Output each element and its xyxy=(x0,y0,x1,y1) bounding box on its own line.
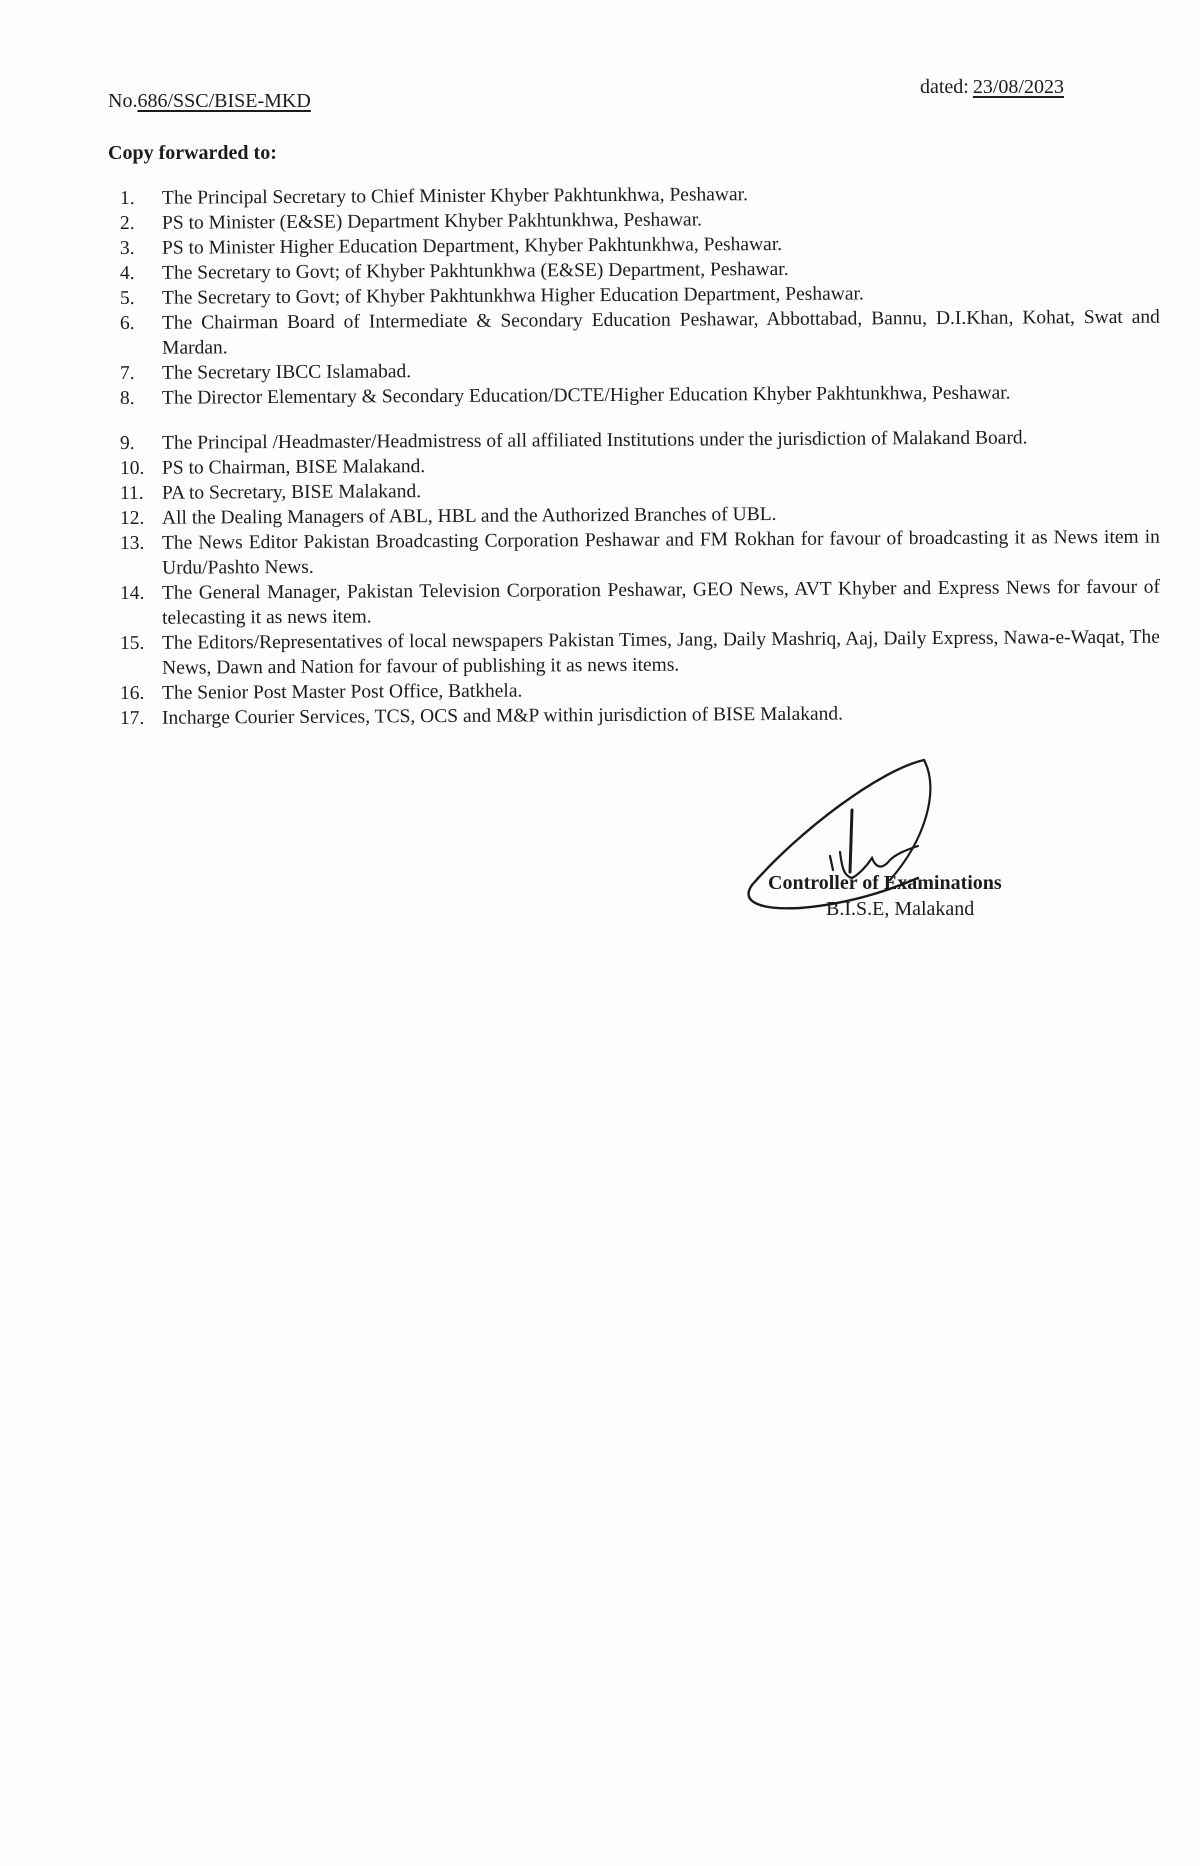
item-number: 15. xyxy=(119,632,145,654)
recipient-list xyxy=(120,186,1160,731)
item-text: The Principal /Headmaster/Headmistress of all affiliated Institutions under the jurisdiction of Malakand Board. xyxy=(161,427,1028,454)
item-number: 5. xyxy=(119,287,135,309)
item-text: Incharge Courier Services, TCS, OCS and M&P within jurisdiction of BISE Malakand. xyxy=(161,703,844,729)
item-number: 11. xyxy=(119,482,144,504)
item-number: 4. xyxy=(119,262,135,284)
date-line xyxy=(920,76,1064,99)
list-item xyxy=(120,305,1160,361)
item-text: The Secretary to Govt; of Khyber Pakhtunkhwa Higher Education Department, Peshawar. xyxy=(161,283,864,309)
list-item xyxy=(120,380,1160,411)
item-text: The Secretary IBCC Islamabad. xyxy=(161,361,412,384)
item-number: 17. xyxy=(119,707,145,729)
item-text: The Chairman Board of Intermediate & Secondary Education Peshawar, Abbottabad, Bannu, D.I.Khan, Kohat, Swat and Mardan. xyxy=(161,306,1160,359)
item-number: 13. xyxy=(119,532,145,554)
item-text: PS to Chairman, BISE Malakand. xyxy=(161,456,426,479)
signature-block xyxy=(740,750,1100,930)
item-text: The Editors/Representatives of local newspapers Pakistan Times, Jang, Daily Mashriq, Aaj, Daily Express, Nawa-e-Waqat, The News, Dawn and Nation for favour of publishing it as news items. xyxy=(161,626,1160,679)
item-text: PS to Minister (E&SE) Department Khyber Pakhtunkhwa, Peshawar. xyxy=(161,209,703,234)
item-text: PS to Minister Higher Education Department, Khyber Pakhtunkhwa, Peshawar. xyxy=(161,233,783,259)
date-label: dated: xyxy=(920,76,969,98)
reference-number xyxy=(108,90,311,113)
copy-forwarded-heading: Copy forwarded to: xyxy=(108,142,277,164)
item-text: All the Dealing Managers of ABL, HBL and the Authorized Branches of UBL. xyxy=(161,503,777,529)
item-text: The Principal Secretary to Chief Minister Khyber Pakhtunkhwa, Peshawar. xyxy=(161,184,749,209)
item-number: 14. xyxy=(119,582,145,604)
reference-prefix: No. xyxy=(108,90,138,112)
signature-vertical-stroke xyxy=(850,810,852,872)
item-number: 7. xyxy=(119,362,135,384)
item-number: 2. xyxy=(119,212,135,234)
item-text: The Director Elementary & Secondary Education/DCTE/Higher Education Khyber Pakhtunkhwa, Peshawar. xyxy=(161,382,1011,409)
item-text: The Secretary to Govt; of Khyber Pakhtunkhwa (E&SE) Department, Peshawar. xyxy=(161,258,789,284)
signature-curve-stroke xyxy=(890,760,930,880)
list-item xyxy=(120,625,1160,681)
item-number: 10. xyxy=(119,457,145,479)
item-number: 16. xyxy=(119,682,145,704)
signatory-organization: B.I.S.E, Malakand xyxy=(826,898,975,920)
item-text: The News Editor Pakistan Broadcasting Corporation Peshawar and FM Rokhan for favour of broadcasting it as News item in Urdu/Pashto News. xyxy=(161,526,1160,579)
item-number: 9. xyxy=(119,432,135,454)
list-item xyxy=(120,700,1160,731)
item-text: PA to Secretary, BISE Malakand. xyxy=(161,481,422,504)
item-number: 6. xyxy=(119,312,135,335)
date-value: 23/08/2023 xyxy=(972,76,1064,98)
item-text: The Senior Post Master Post Office, Batkhela. xyxy=(161,680,523,704)
list-item xyxy=(120,575,1160,631)
item-number: 1. xyxy=(119,187,135,209)
item-number: 3. xyxy=(119,237,135,259)
item-text: The General Manager, Pakistan Television Corporation Peshawar, GEO News, AVT Khyber and Express News for favour of telecasting it as news item. xyxy=(161,576,1160,629)
signatory-title: Controller of Examinations xyxy=(768,872,1002,894)
item-number: 12. xyxy=(119,507,145,529)
item-number: 8. xyxy=(119,387,135,409)
reference-value: 686/SSC/BISE-MKD xyxy=(137,90,311,112)
list-item xyxy=(120,525,1160,581)
